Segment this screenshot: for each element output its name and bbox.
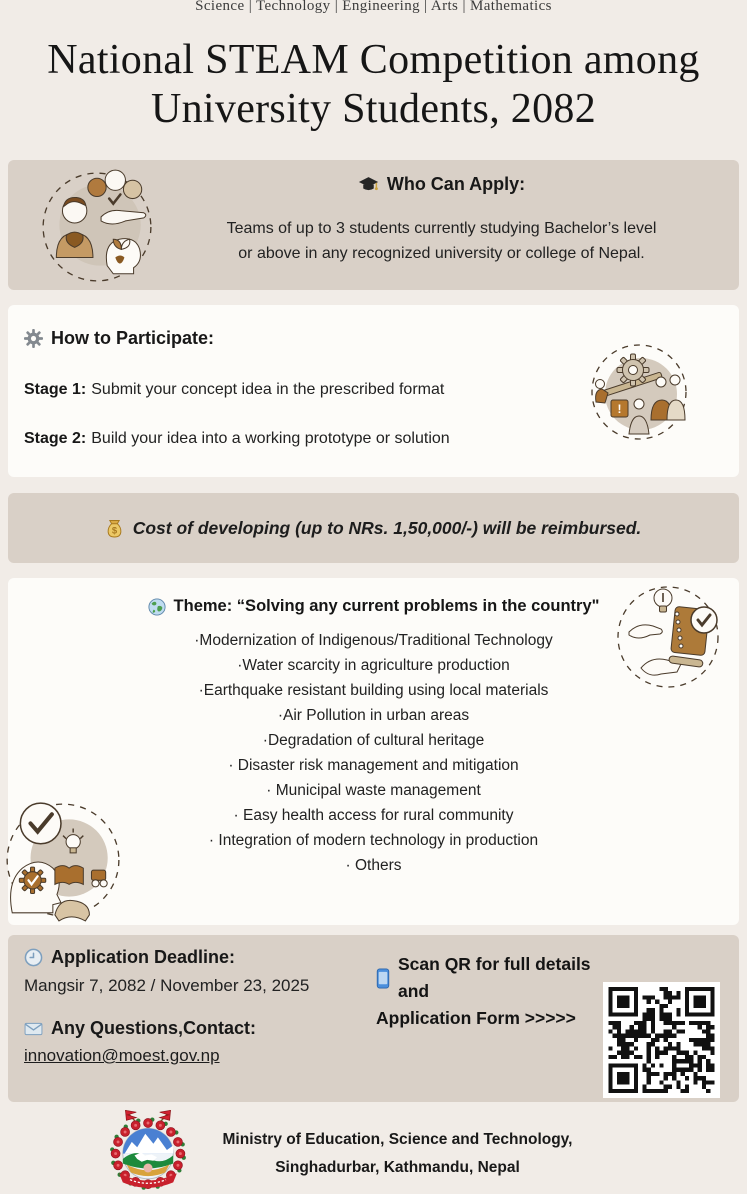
money-bag-icon bbox=[106, 519, 123, 538]
application-deadline-date: Mangsir 7, 2082 / November 23, 2025 bbox=[24, 976, 310, 995]
who-can-apply-body bbox=[180, 216, 703, 266]
contact-heading bbox=[24, 1018, 256, 1039]
title-line-2: University Students, 2082 bbox=[151, 86, 596, 132]
cost-reimbursement-text: Cost of developing (up to NRs. 1,50,000/-) will be reimbursed. bbox=[132, 517, 642, 538]
who-can-apply-heading-text: Who Can Apply: bbox=[386, 174, 526, 194]
qr-code bbox=[603, 982, 720, 1098]
phone-icon bbox=[376, 968, 390, 989]
who-can-apply-heading bbox=[358, 174, 525, 195]
page-title bbox=[0, 36, 747, 134]
scan-qr-line-2: Application Form >>>>> bbox=[376, 1008, 576, 1028]
creative-mind-illustration bbox=[2, 795, 122, 925]
scan-qr-text bbox=[376, 951, 614, 1032]
theme-topic-item: · Municipal waste management bbox=[266, 782, 481, 799]
svg-text:!: ! bbox=[617, 402, 622, 416]
contact-email-link[interactable]: innovation@moest.gov.np bbox=[24, 1046, 220, 1065]
theme-topic-item: ·Modernization of Indigenous/Traditional Technology bbox=[194, 632, 553, 649]
theme-topic-item: ·Air Pollution in urban areas bbox=[277, 707, 470, 724]
idea-notebook-illustration bbox=[611, 580, 725, 694]
contact-heading-text: Any Questions,Contact: bbox=[51, 1018, 257, 1038]
stage-2-text: Build your idea into a working prototype or solution bbox=[91, 430, 450, 447]
deadline-contact-panel bbox=[8, 935, 739, 1102]
theme-topic-item: · Disaster risk management and mitigation bbox=[228, 757, 519, 774]
who-can-apply-panel bbox=[8, 160, 739, 290]
theme-topic-item: · Integration of modern technology in production bbox=[208, 832, 539, 849]
theme-topic-item: ·Earthquake resistant building using local materials bbox=[198, 682, 549, 699]
theme-panel bbox=[8, 578, 739, 925]
stage-1-line bbox=[24, 381, 444, 399]
how-to-participate-heading bbox=[24, 328, 214, 349]
title-line-1: National STEAM Competition among bbox=[47, 37, 700, 83]
theme-heading-text: Theme: “Solving any current problems in the country" bbox=[173, 597, 600, 615]
svg-text:$: $ bbox=[111, 525, 117, 537]
cost-reimbursement-panel bbox=[8, 493, 739, 563]
globe-icon bbox=[148, 598, 166, 616]
theme-topic-item: · Easy health access for rural community bbox=[233, 807, 514, 824]
graduation-cap-icon bbox=[358, 176, 379, 194]
theme-topic-item: · Others bbox=[345, 857, 402, 874]
stage-1-text: Submit your concept idea in the prescribed format bbox=[91, 381, 445, 398]
stage-2-label: Stage 2: bbox=[24, 430, 87, 447]
who-can-apply-content bbox=[180, 160, 739, 290]
theme-topic-item: ·Degradation of cultural heritage bbox=[262, 732, 485, 749]
application-deadline-heading-text: Application Deadline: bbox=[51, 947, 236, 967]
ministry-name: Ministry of Education, Science and Technology, bbox=[222, 1131, 573, 1148]
how-to-participate-heading-text: How to Participate: bbox=[51, 328, 215, 348]
ministry-address: Singhadurbar, Kathmandu, Nepal bbox=[275, 1159, 520, 1176]
envelope-icon bbox=[24, 1021, 43, 1036]
scan-qr-line-1: Scan QR for full details and bbox=[398, 954, 591, 1001]
application-deadline-heading bbox=[24, 947, 235, 968]
nepal-government-emblem bbox=[103, 1106, 193, 1194]
steam-tagline: Science | Technology | Engineering | Arts | Mathematics bbox=[195, 0, 552, 14]
who-can-apply-body-line-2: or above in any recognized university or college of Nepal. bbox=[238, 244, 645, 262]
how-to-participate-panel bbox=[8, 305, 739, 477]
clock-icon bbox=[24, 948, 43, 967]
theme-topic-item: ·Water scarcity in agriculture production bbox=[237, 657, 510, 674]
stage-1-label: Stage 1: bbox=[24, 381, 87, 398]
who-can-apply-body-line-1: Teams of up to 3 students currently studying Bachelor’s level bbox=[226, 219, 657, 237]
ministry-footer-text bbox=[205, 1126, 590, 1182]
collaboration-gear-illustration bbox=[583, 339, 695, 447]
stage-2-line bbox=[24, 430, 450, 448]
teamwork-illustration bbox=[8, 160, 180, 290]
gear-icon bbox=[24, 329, 43, 348]
